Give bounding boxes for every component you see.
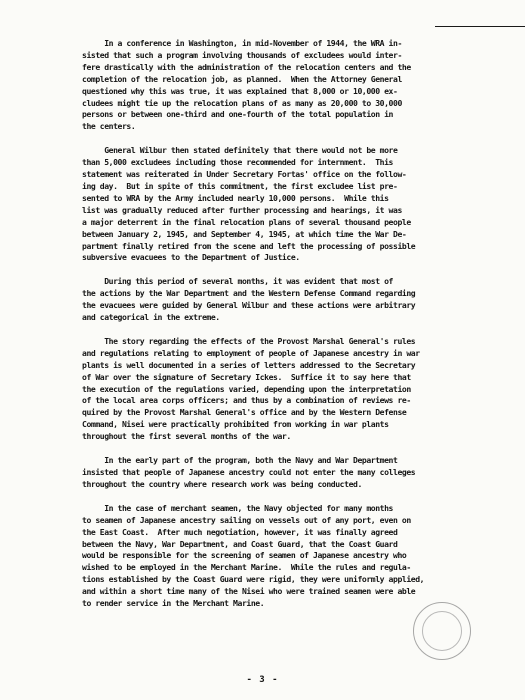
paragraph-merchant-seamen: In the case of merchant seamen, the Navy objected for many months to seamen of Japanese ancestry sailing on vessels out of any port, even on the East Coast. After much negotiation, however, it was finally agreed between the Navy, War Department, and Coast Guard, that the Coast Guard would be responsible for the screening of seamen of Japanese ancestry who wished to be employed in the Merchant Marine. While the rules and regula- tions established by the Coast Guard were rigid, they were uniformly applied, and within a short time many of the Nisei who were trained seamen were able to render service in the Merchant Marine.: [82, 502, 425, 609]
document-body: [82, 38, 507, 610]
archive-stamp: [413, 602, 471, 660]
paragraph-provost-marshal: The story regarding the effects of the Provost Marshal General's rules and regulations relating to employment of people of Japanese ancestry in war plants is well documented in a series of letters addressed to the Secretary of War over the signature of Secretary Ickes. Suffice it to say here that the execution of the regulations varied, depending upon the interpretation of the local area corps officers; and thus by a combination of reviews re- quired by the Provost Marshal General's office and by the Western Defense Command, Nisei were practically prohibited from working in war plants throughout the first several months of the war.: [82, 335, 420, 442]
paragraph-several-months: During this period of several months, it was evident that most of the actions by the War Department and the Western Defense Command regarding the evacuees were guided by General Wilbur and these actions were arbitrary and categorical in the extreme.: [82, 276, 416, 323]
page-number: - 3 -: [246, 675, 279, 685]
paragraph-colleges: In the early part of the program, both the Navy and War Department insisted that people of Japanese ancestry could not enter the many colleges throughout the country where research work was being conducted.: [82, 455, 416, 489]
archive-stamp-inner-ring: [422, 611, 462, 651]
paragraph-conference: In a conference in Washington, in mid-November of 1944, the WRA in- sisted that such a program involving thousands of excludees would inter- fere drastically with the administration of the relocation centers and the completion of the relocation job, as planned. When the Attorney General questioned why this was true, it was explained that 8,000 or 10,000 ex- cludees might tie up the relocation plans of as many as 20,000 to 30,000 persons or between one-third and one-fourth of the total population in the centers.: [82, 38, 411, 132]
paragraph-general-wilbur: General Wilbur then stated definitely that there would not be more than 5,000 excludees including those recommended for internment. This statement was reiterated in Under Secretary Fortas' office on the follow- ing day. But in spite of this commitment, the first excludee list pre- sented to WRA by the Army included nearly 10,000 persons. While this list was gradually reduced after further processing and hearings, it was a major deterrent in the final relocation plans of several thousand people between January 2, 1945, and September 4, 1945, at which time the War De- partment finally retired from the scene and left the processing of possible subversive evacuees to the Department of Justice.: [82, 145, 416, 263]
page-edge-line: [435, 26, 525, 27]
